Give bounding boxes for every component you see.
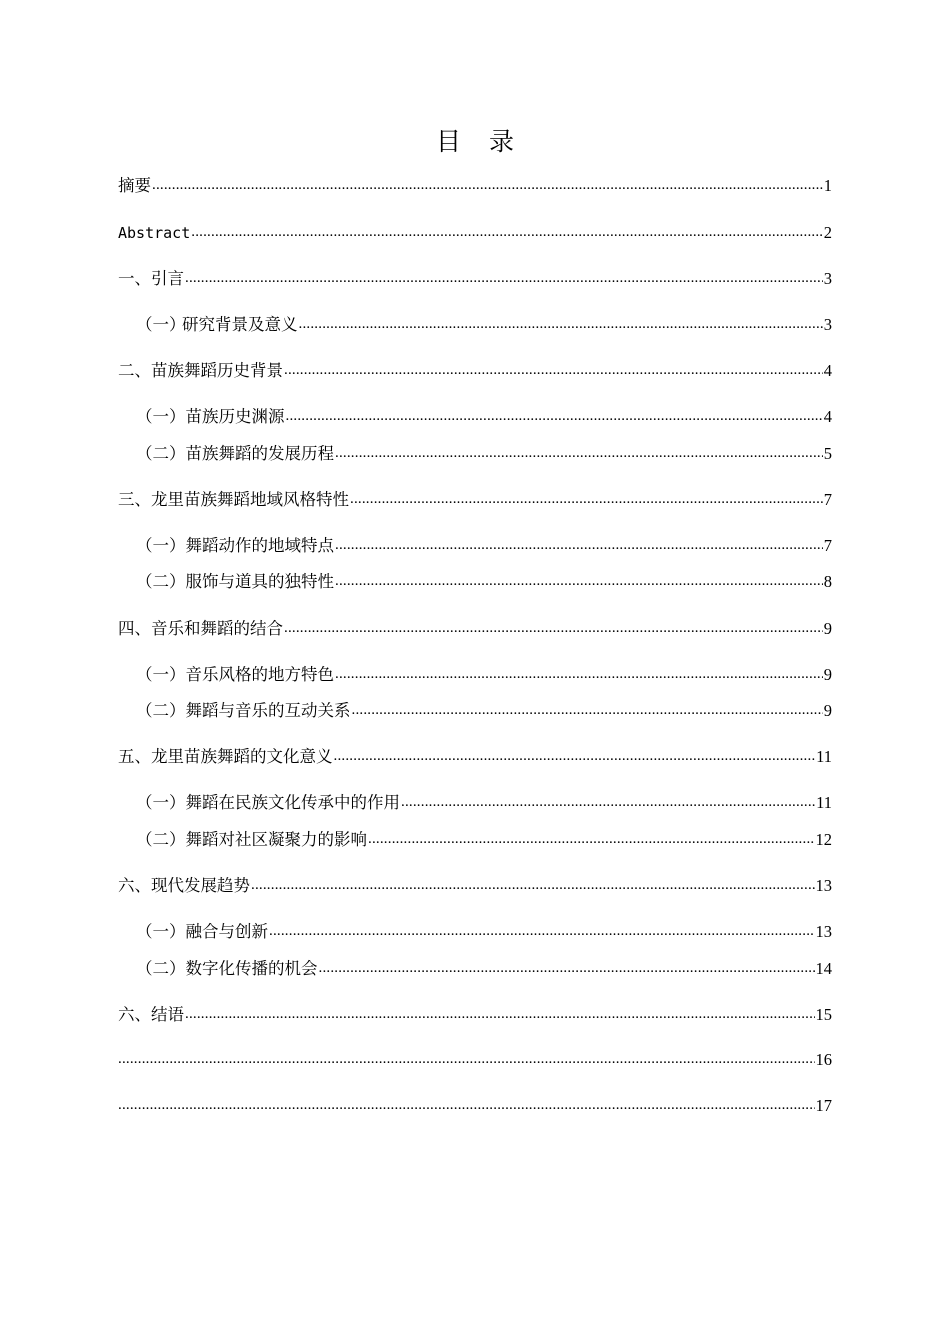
toc-page-number: 12: [815, 830, 832, 849]
page-title: 目 录: [436, 127, 524, 156]
toc-entry-chapter-2[interactable]: [118, 359, 832, 383]
toc-dot-leader: [368, 827, 815, 851]
toc-dot-leader: [118, 1047, 815, 1071]
toc-dot-leader: [335, 441, 823, 465]
toc-entry-number: 三、: [118, 490, 151, 509]
toc-entry-conclusion[interactable]: [118, 1003, 832, 1027]
toc-entry-text: 结语: [151, 1005, 184, 1024]
toc-entry-number: （二）: [136, 701, 186, 720]
toc-entry-number: （一）: [136, 315, 186, 334]
toc-entry-section-4-1[interactable]: [136, 663, 832, 687]
toc-entry-number: （一）: [136, 922, 186, 941]
toc-entry-text: 数字化传播的机会: [185, 959, 318, 978]
toc-entry-abstract-cn[interactable]: [118, 174, 832, 198]
toc-entry-text: 服饰与道具的独特性: [185, 572, 334, 591]
toc-entry-number: 四、: [118, 619, 151, 638]
toc-dot-leader: [185, 266, 823, 290]
toc-dot-leader: [335, 569, 823, 593]
toc-entry-section-3-2[interactable]: [136, 570, 832, 594]
toc-entry-section-6-1[interactable]: [136, 920, 832, 944]
toc-entry-number: （一）: [136, 665, 186, 684]
toc-page-number: 17: [815, 1096, 832, 1115]
toc-entry-abstract-en[interactable]: [118, 221, 832, 245]
toc-dot-leader: [401, 790, 815, 814]
toc-dot-leader: [319, 956, 815, 980]
toc-entry-section-5-2[interactable]: [136, 828, 832, 852]
toc-page-number: 3: [823, 269, 832, 288]
toc-entry-number: （一）: [136, 407, 186, 426]
toc-dot-leader: [352, 698, 823, 722]
toc-entry-section-2-2[interactable]: [136, 442, 832, 466]
toc-entry-untitled-16[interactable]: [118, 1048, 832, 1072]
toc-entry-section-6-2[interactable]: [136, 957, 832, 981]
toc-entry-text: 舞蹈对社区凝聚力的影响: [185, 830, 367, 849]
toc-entry-chapter-5[interactable]: [118, 745, 832, 769]
toc-entry-text: 音乐风格的地方特色: [185, 665, 334, 684]
toc-page-number: 8: [823, 572, 832, 591]
toc-entry-text: Abstract: [118, 224, 191, 242]
toc-entry-chapter-4[interactable]: [118, 617, 832, 641]
toc-dot-leader: [284, 358, 823, 382]
toc-page-number: 7: [823, 490, 832, 509]
toc-page-number: 14: [815, 959, 832, 978]
toc-page-number: 11: [816, 747, 832, 766]
toc-entry-text: 龙里苗族舞蹈地域风格特性: [151, 490, 349, 509]
toc-dot-leader: [335, 533, 823, 557]
toc-entry-text: 音乐和舞蹈的结合: [151, 619, 283, 638]
toc-entry-text: 苗族舞蹈的发展历程: [185, 444, 334, 463]
toc-entry-section-2-1[interactable]: [136, 405, 832, 429]
toc-entry-text: 苗族历史渊源: [185, 407, 285, 426]
toc-dot-leader: [286, 404, 823, 428]
toc-entry-number: （二）: [136, 830, 186, 849]
toc-entry-text: 现代发展趋势: [151, 876, 250, 895]
toc-dot-leader: [185, 1002, 815, 1026]
toc-dot-leader: [299, 312, 823, 336]
toc-entry-number: （一）: [136, 536, 186, 555]
toc-entry-text: 融合与创新: [185, 922, 268, 941]
toc-page-number: 11: [816, 793, 832, 812]
toc-dot-leader: [152, 173, 823, 197]
toc-entry-text: 龙里苗族舞蹈的文化意义: [151, 747, 333, 766]
toc-page-number: 4: [823, 407, 832, 426]
toc-entry-number: 一、: [118, 269, 151, 288]
toc-dot-leader: [269, 919, 815, 943]
toc-dot-leader: [334, 744, 816, 768]
toc-page-number: 13: [815, 922, 832, 941]
toc-page-number: 16: [815, 1050, 832, 1069]
toc-entry-number: （二）: [136, 444, 186, 463]
toc-entry-text: 舞蹈动作的地域特点: [185, 536, 334, 555]
toc-page-number: 1: [823, 176, 832, 195]
toc-page-number: 13: [815, 876, 832, 895]
toc-entry-chapter-3[interactable]: [118, 488, 832, 512]
toc-entry-section-3-1[interactable]: [136, 534, 832, 558]
toc-page-number: 15: [815, 1005, 832, 1024]
toc-dot-leader: [335, 662, 823, 686]
toc-entry-section-5-1[interactable]: [136, 791, 832, 815]
toc-entry-number: 六、: [118, 1005, 151, 1024]
toc-entry-section-1-1[interactable]: [136, 313, 832, 337]
toc-entry-text: 引言: [151, 269, 184, 288]
toc-entry-chapter-6[interactable]: [118, 874, 832, 898]
toc-entry-text: 舞蹈与音乐的互动关系: [185, 701, 351, 720]
toc-page-number: 4: [823, 361, 832, 380]
toc-page-number: 3: [823, 315, 832, 334]
toc-entry-untitled-17[interactable]: [118, 1094, 832, 1118]
toc-entry-text: 研究背景及意义: [182, 315, 298, 334]
toc-entry-text: 苗族舞蹈历史背景: [151, 361, 283, 380]
toc-dot-leader: [118, 1093, 815, 1117]
toc-entry-text: 舞蹈在民族文化传承中的作用: [185, 793, 400, 812]
toc-entry-text: 摘要: [118, 176, 151, 195]
toc-entry-number: 二、: [118, 361, 151, 380]
toc-page-number: 2: [823, 223, 832, 242]
toc-entry-section-4-2[interactable]: [136, 699, 832, 723]
toc-page-number: 9: [823, 619, 832, 638]
toc-page-number: 9: [823, 665, 832, 684]
toc-dot-leader: [251, 873, 815, 897]
toc-entry-number: （二）: [136, 572, 186, 591]
toc-entry-number: 五、: [118, 747, 151, 766]
toc-dot-leader: [284, 616, 823, 640]
toc-entry-number: 六、: [118, 876, 151, 895]
toc-page-number: 5: [823, 444, 832, 463]
toc-entry-number: （一）: [136, 793, 186, 812]
toc-dot-leader: [191, 220, 823, 244]
toc-page-number: 9: [823, 701, 832, 720]
toc-page-number: 7: [823, 536, 832, 555]
toc-dot-leader: [350, 487, 823, 511]
toc-entry-number: （二）: [136, 959, 186, 978]
toc-entry-chapter-1[interactable]: [118, 267, 832, 291]
